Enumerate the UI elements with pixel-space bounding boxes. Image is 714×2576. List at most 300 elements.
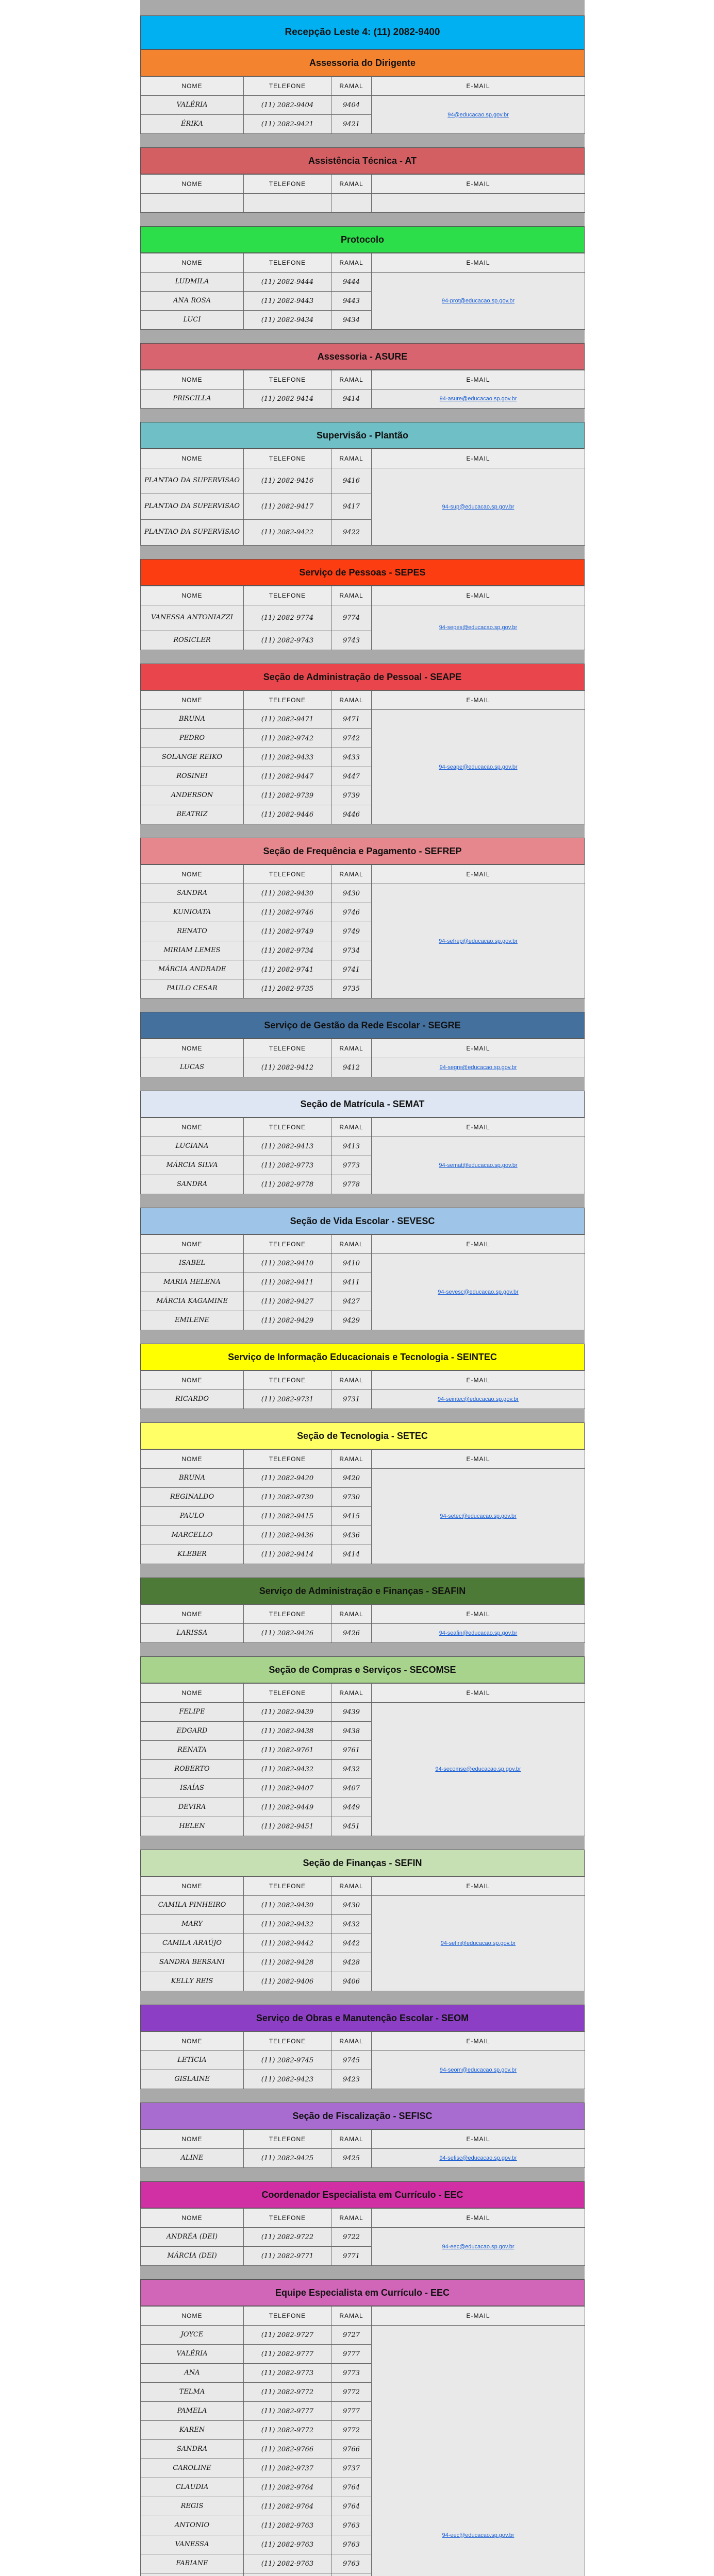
contact-table-sevesc [140, 1234, 585, 1330]
contact-table-protocolo [140, 253, 585, 330]
section-gap [140, 650, 585, 664]
table-header-row [141, 1605, 585, 1624]
col-email-header: E-MAIL [372, 449, 585, 468]
email-link[interactable]: 94-eec@educacao.sp.gov.br [442, 2532, 514, 2538]
contact-name: BRUNA [141, 1469, 244, 1488]
table-row [141, 1390, 585, 1409]
section-title-sefisc: Seção de Fiscalização - SEFISC [140, 2103, 585, 2129]
contact-name: ROSICLER [141, 631, 244, 650]
contact-extension: 9433 [331, 748, 372, 767]
contact-phone: (11) 2082-9746 [244, 903, 331, 922]
contact-name: ALINE [141, 2149, 244, 2168]
col-phone-header: TELEFONE [244, 586, 331, 605]
contact-extension: 9443 [331, 292, 372, 311]
contact-extension: 9772 [331, 2421, 372, 2440]
contact-name: DEVIRA [141, 1798, 244, 1817]
email-link[interactable]: 94-segre@educacao.sp.gov.br [439, 1064, 517, 1071]
section-title-sefrep: Seção de Frequência e Pagamento - SEFREP [140, 838, 585, 865]
section-gap [140, 1077, 585, 1091]
contact-phone: (11) 2082-9766 [244, 2440, 331, 2459]
contact-name: ANTONIO [141, 2516, 244, 2535]
col-name-header: NOME [141, 2307, 244, 2326]
contact-extension: 9410 [331, 1254, 372, 1273]
contact-name: LUCIANA [141, 1137, 244, 1156]
contact-extension: 9436 [331, 1526, 372, 1545]
contact-table-semat [140, 1117, 585, 1194]
contact-extension: 9425 [331, 2149, 372, 2168]
contact-name: PAMELA [141, 2402, 244, 2421]
email-cell [372, 710, 585, 824]
col-ext-header: RAMAL [331, 691, 372, 710]
email-link[interactable]: 94-seom@educacao.sp.gov.br [439, 2066, 517, 2073]
section-gap [140, 1194, 585, 1208]
contact-name: CAMILA ARAÚJO [141, 1934, 244, 1953]
contact-name: ÉRIKA [141, 115, 244, 134]
contact-extension: 9773 [331, 2364, 372, 2383]
contact-name: MÁRCIA ANDRADE [141, 960, 244, 979]
contact-phone: (11) 2082-9421 [244, 115, 331, 134]
contact-table-seom [140, 2031, 585, 2089]
col-email-header: E-MAIL [372, 586, 585, 605]
email-link[interactable]: 94-prot@educacao.sp.gov.br [441, 298, 515, 304]
contact-phone: (11) 2082-9439 [244, 1703, 331, 1722]
col-email-header: E-MAIL [372, 175, 585, 194]
contact-table-sefisc [140, 2129, 585, 2168]
email-link[interactable]: 94-sefin@educacao.sp.gov.br [440, 1940, 516, 1946]
table-header-row [141, 1684, 585, 1703]
email-cell [372, 1896, 585, 1991]
col-email-header: E-MAIL [372, 2307, 585, 2326]
contact-phone: (11) 2082-9471 [244, 710, 331, 729]
email-link[interactable]: 94-setec@educacao.sp.gov.br [440, 1513, 517, 1519]
email-link[interactable]: 94-semat@educacao.sp.gov.br [439, 1162, 518, 1168]
contact-phone: (11) 2082-9735 [244, 979, 331, 998]
section-gap [140, 409, 585, 422]
contact-name: LUCI [141, 311, 244, 330]
col-phone-header: TELEFONE [244, 865, 331, 884]
email-cell [372, 2149, 585, 2168]
contact-extension: 9471 [331, 710, 372, 729]
contact-extension: 9429 [331, 1311, 372, 1330]
table-row [141, 605, 585, 631]
contact-extension: 9734 [331, 941, 372, 960]
col-name-header: NOME [141, 865, 244, 884]
contact-extension: 9417 [331, 494, 372, 520]
col-phone-header: TELEFONE [244, 1039, 331, 1058]
contact-extension: 9427 [331, 1292, 372, 1311]
table-header-row [141, 449, 585, 468]
section-gap [140, 1564, 585, 1578]
contact-name: PLANTAO DA SUPERVISAO [141, 494, 244, 520]
col-email-header: E-MAIL [372, 691, 585, 710]
col-email-header: E-MAIL [372, 2209, 585, 2228]
contact-name: VALÉRIA [141, 96, 244, 115]
contact-phone: (11) 2082-9434 [244, 311, 331, 330]
table-header-row [141, 77, 585, 96]
contact-extension: 9722 [331, 2228, 372, 2247]
email-link[interactable]: 94-seape@educacao.sp.gov.br [439, 764, 518, 770]
contact-extension: 9439 [331, 1703, 372, 1722]
email-cell [372, 96, 585, 134]
email-cell [372, 2326, 585, 2576]
col-phone-header: TELEFONE [244, 1235, 331, 1254]
contact-table-setec [140, 1449, 585, 1564]
col-name-header: NOME [141, 2209, 244, 2228]
contact-phone: (11) 2082-9417 [244, 494, 331, 520]
section-title-segre: Serviço de Gestão da Rede Escolar - SEGRE [140, 1012, 585, 1039]
email-link[interactable]: 94-sevesc@educacao.sp.gov.br [438, 1289, 519, 1295]
table-header-row [141, 2130, 585, 2149]
contact-phone: (11) 2082-9428 [244, 1953, 331, 1972]
contact-phone: (11) 2082-9430 [244, 884, 331, 903]
contact-name: PAULO CESAR [141, 979, 244, 998]
table-row [141, 1058, 585, 1077]
contact-extension: 9432 [331, 1760, 372, 1779]
contact-name: ANA ROSA [141, 292, 244, 311]
contact-phone: (11) 2082-9438 [244, 1722, 331, 1741]
contact-name: MÁRCIA SILVA [141, 1156, 244, 1175]
contact-extension: 9743 [331, 631, 372, 650]
contact-name: MÁRCIA (DEI) [141, 2247, 244, 2266]
col-name-header: NOME [141, 1371, 244, 1390]
section-title-seintec: Serviço de Informação Educacionais e Tecnologia - SEINTEC [140, 1344, 585, 1370]
email-cell [372, 1137, 585, 1194]
contact-name: VALÉRIA [141, 2345, 244, 2364]
table-header-row [141, 370, 585, 389]
email-link[interactable]: 94-seintec@educacao.sp.gov.br [437, 1396, 519, 1402]
section-title-sefin: Seção de Finanças - SEFIN [140, 1850, 585, 1876]
contact-phone: (11) 2082-9432 [244, 1915, 331, 1934]
contact-phone: (11) 2082-9444 [244, 273, 331, 292]
contact-extension: 9773 [331, 1156, 372, 1175]
col-email-header: E-MAIL [372, 1371, 585, 1390]
contact-table-segre [140, 1039, 585, 1077]
contact-extension: 9447 [331, 767, 372, 786]
table-row [141, 2149, 585, 2168]
section-gap [140, 1409, 585, 1422]
contact-extension: 9731 [331, 1390, 372, 1409]
col-email-header: E-MAIL [372, 1450, 585, 1469]
contact-name: RENATA [141, 1741, 244, 1760]
section-title-seape: Seção de Administração de Pessoal - SEAPE [140, 664, 585, 690]
contact-extension: 9423 [331, 2070, 372, 2089]
contact-extension: 9451 [331, 1817, 372, 1836]
table-row [141, 273, 585, 292]
contact-name: FABIANE [141, 2554, 244, 2573]
contact-extension: 9774 [331, 605, 372, 631]
contact-extension: 9444 [331, 273, 372, 292]
contact-phone: (11) 2082-9777 [244, 2402, 331, 2421]
section-gap [140, 2168, 585, 2181]
col-name-header: NOME [141, 586, 244, 605]
contact-name: VANESSA [141, 2535, 244, 2554]
contact-phone [244, 2573, 331, 2576]
contact-phone: (11) 2082-9772 [244, 2421, 331, 2440]
section-title-at: Assistência Técnica - AT [140, 147, 585, 174]
contact-phone: (11) 2082-9407 [244, 1779, 331, 1798]
contact-name: GISLAINE [141, 2070, 244, 2089]
section-gap [140, 998, 585, 1012]
table-header-row [141, 2032, 585, 2051]
col-ext-header: RAMAL [331, 1235, 372, 1254]
contact-extension: 9411 [331, 1273, 372, 1292]
contact-table-secomse [140, 1683, 585, 1836]
contact-extension: 9422 [331, 520, 372, 546]
contact-phone: (11) 2082-9420 [244, 1469, 331, 1488]
contact-table-seintec [140, 1370, 585, 1409]
contact-phone: (11) 2082-9734 [244, 941, 331, 960]
contact-extension: 9778 [331, 1175, 372, 1194]
email-cell [372, 1703, 585, 1836]
table-row [141, 1137, 585, 1156]
contact-extension: 9421 [331, 115, 372, 134]
email-cell [372, 1469, 585, 1564]
contact-phone: (11) 2082-9727 [244, 2326, 331, 2345]
contact-phone: (11) 2082-9426 [244, 1624, 331, 1643]
contact-table-at [140, 174, 585, 213]
table-row [141, 194, 585, 213]
contact-phone: (11) 2082-9406 [244, 1972, 331, 1991]
contact-phone: (11) 2082-9722 [244, 2228, 331, 2247]
contact-extension: 9764 [331, 2478, 372, 2497]
contact-table-sepes [140, 586, 585, 650]
contact-extension: 9442 [331, 1934, 372, 1953]
contact-phone: (11) 2082-9449 [244, 1798, 331, 1817]
contact-phone: (11) 2082-9422 [244, 520, 331, 546]
col-ext-header: RAMAL [331, 1039, 372, 1058]
contact-phone: (11) 2082-9414 [244, 1545, 331, 1564]
col-ext-header: RAMAL [331, 175, 372, 194]
contact-extension: 9741 [331, 960, 372, 979]
contact-name: CAMILA PINHEIRO [141, 1896, 244, 1915]
col-phone-header: TELEFONE [244, 2209, 331, 2228]
col-email-header: E-MAIL [372, 370, 585, 389]
contact-name: ISAÍAS [141, 1779, 244, 1798]
contact-name: HELEN [141, 1817, 244, 1836]
contact-extension: 9763 [331, 2535, 372, 2554]
contact-name: PAULO [141, 1507, 244, 1526]
contact-extension: 9777 [331, 2402, 372, 2421]
col-name-header: NOME [141, 1235, 244, 1254]
contact-extension: 9406 [331, 1972, 372, 1991]
section-title-secomse: Seção de Compras e Serviços - SECOMSE [140, 1656, 585, 1683]
section-gap [140, 1643, 585, 1656]
contact-extension: 9761 [331, 1741, 372, 1760]
col-name-header: NOME [141, 370, 244, 389]
table-header-row [141, 691, 585, 710]
contact-name: MÁRCIA KAGAMINE [141, 1292, 244, 1311]
table-row [141, 710, 585, 729]
contact-name: MIRIAM LEMES [141, 941, 244, 960]
col-name-header: NOME [141, 1450, 244, 1469]
col-email-header: E-MAIL [372, 1877, 585, 1896]
contact-phone: (11) 2082-9447 [244, 767, 331, 786]
contact-phone: (11) 2082-9741 [244, 960, 331, 979]
contact-extension: 9777 [331, 2345, 372, 2364]
col-phone-header: TELEFONE [244, 2032, 331, 2051]
email-link[interactable]: 94-sefrep@educacao.sp.gov.br [439, 938, 518, 944]
contact-phone: (11) 2082-9739 [244, 786, 331, 805]
contact-name: ANDRÉA (DEI) [141, 2228, 244, 2247]
col-ext-header: RAMAL [331, 2209, 372, 2228]
contact-phone: (11) 2082-9436 [244, 1526, 331, 1545]
email-link[interactable]: 94-eec@educacao.sp.gov.br [442, 2243, 514, 2250]
contact-name: MARCELLO [141, 1526, 244, 1545]
email-link[interactable]: 94-sepes@educacao.sp.gov.br [439, 624, 518, 631]
contact-name: SOLANGE REIKO [141, 748, 244, 767]
section-gap [140, 330, 585, 343]
section-title-eec-team: Equipe Especialista em Currículo - EEC [140, 2279, 585, 2306]
contact-name: VANESSA ANTONIAZZI [141, 605, 244, 631]
email-link[interactable]: 94-asure@educacao.sp.gov.br [439, 396, 517, 402]
contact-phone: (11) 2082-9430 [244, 1896, 331, 1915]
col-ext-header: RAMAL [331, 2032, 372, 2051]
section-gap [140, 824, 585, 838]
email-link[interactable]: 94@educacao.sp.gov.br [447, 111, 509, 118]
table-row [141, 2228, 585, 2247]
contact-extension: 9735 [331, 979, 372, 998]
contact-phone: (11) 2082-9749 [244, 922, 331, 941]
contact-extension: 9430 [331, 884, 372, 903]
contact-name: EMILENE [141, 1311, 244, 1330]
contact-extension [331, 2573, 372, 2576]
col-ext-header: RAMAL [331, 449, 372, 468]
contact-name [141, 194, 244, 213]
contact-phone: (11) 2082-9730 [244, 1488, 331, 1507]
col-name-header: NOME [141, 1877, 244, 1896]
contact-phone: (11) 2082-9415 [244, 1507, 331, 1526]
contact-name: SANDRA [141, 2440, 244, 2459]
col-phone-header: TELEFONE [244, 77, 331, 96]
col-ext-header: RAMAL [331, 1450, 372, 1469]
contact-name: PLANTAO DA SUPERVISAO [141, 468, 244, 494]
section-title-semat: Seção de Matrícula - SEMAT [140, 1091, 585, 1117]
email-link[interactable]: 94-sefisc@educacao.sp.gov.br [439, 2155, 517, 2161]
section-title-asure: Assessoria - ASURE [140, 343, 585, 370]
col-ext-header: RAMAL [331, 1118, 372, 1137]
contact-name: EDGARD [141, 1722, 244, 1741]
contact-name: ROBERTO [141, 1760, 244, 1779]
table-header-row [141, 1450, 585, 1469]
contact-phone: (11) 2082-9778 [244, 1175, 331, 1194]
contact-name: CLAUDIA [141, 2478, 244, 2497]
col-ext-header: RAMAL [331, 370, 372, 389]
section-title-protocolo: Protocolo [140, 226, 585, 253]
contact-phone: (11) 2082-9761 [244, 1741, 331, 1760]
col-ext-header: RAMAL [331, 865, 372, 884]
contact-name: SANDRA [141, 1175, 244, 1194]
contact-name: FELIPE [141, 1703, 244, 1722]
contact-phone: (11) 2082-9443 [244, 292, 331, 311]
table-row [141, 1624, 585, 1643]
contact-name: PRISCILLA [141, 389, 244, 409]
contact-name: LETICIA [141, 2051, 244, 2070]
email-cell [372, 1390, 585, 1409]
table-row [141, 2051, 585, 2070]
contact-phone: (11) 2082-9763 [244, 2535, 331, 2554]
contact-name: BRUNA [141, 710, 244, 729]
table-header-row [141, 586, 585, 605]
top-gap [140, 0, 585, 15]
section-title-setec: Seção de Tecnologia - SETEC [140, 1422, 585, 1449]
contact-extension: 9415 [331, 1507, 372, 1526]
col-phone-header: TELEFONE [244, 1450, 331, 1469]
contact-phone: (11) 2082-9429 [244, 1311, 331, 1330]
contact-extension: 9730 [331, 1488, 372, 1507]
col-name-header: NOME [141, 691, 244, 710]
contact-name: LUDMILA [141, 273, 244, 292]
contact-name: MARIA HELENA [141, 1273, 244, 1292]
directory-sheet [140, 0, 585, 2576]
contact-phone: (11) 2082-9772 [244, 2383, 331, 2402]
col-ext-header: RAMAL [331, 2307, 372, 2326]
contact-name: PEDRO [141, 729, 244, 748]
section-title-eec-coord: Coordenador Especialista em Currículo - EEC [140, 2181, 585, 2208]
section-gap [140, 1991, 585, 2005]
section-title-plantao: Supervisão - Plantão [140, 422, 585, 449]
contact-name: ROSINEI [141, 767, 244, 786]
email-link[interactable]: 94-seafin@educacao.sp.gov.br [439, 1630, 518, 1636]
col-ext-header: RAMAL [331, 1371, 372, 1390]
table-row [141, 1469, 585, 1488]
col-phone-header: TELEFONE [244, 175, 331, 194]
contact-name: CAROLINE [141, 2459, 244, 2478]
email-link[interactable]: 94-sup@educacao.sp.gov.br [442, 503, 514, 510]
col-ext-header: RAMAL [331, 2130, 372, 2149]
contact-extension: 9432 [331, 1915, 372, 1934]
col-email-header: E-MAIL [372, 1118, 585, 1137]
contact-name: RICARDO [141, 1390, 244, 1409]
section-title-sevesc: Seção de Vida Escolar - SEVESC [140, 1208, 585, 1234]
section-gap [140, 546, 585, 559]
table-row [141, 2326, 585, 2345]
contact-phone: (11) 2082-9411 [244, 1273, 331, 1292]
contact-name: KELLY REIS [141, 1972, 244, 1991]
contact-phone: (11) 2082-9427 [244, 1292, 331, 1311]
contact-name: ANDERSON [141, 786, 244, 805]
table-row [141, 468, 585, 494]
contact-table-plantao [140, 449, 585, 546]
contact-name: PLANTAO DA SUPERVISAO [141, 520, 244, 546]
contact-extension: 9771 [331, 2247, 372, 2266]
table-header-row [141, 175, 585, 194]
contact-table-asure [140, 370, 585, 409]
contact-name: REGINALDO [141, 1488, 244, 1507]
section-gap [140, 2266, 585, 2279]
contact-name [141, 2573, 244, 2576]
table-row [141, 1703, 585, 1722]
table-header-row [141, 1371, 585, 1390]
table-header-row [141, 1235, 585, 1254]
contact-phone: (11) 2082-9414 [244, 389, 331, 409]
email-link[interactable]: 94-secomse@educacao.sp.gov.br [435, 1766, 521, 1772]
contact-extension: 9434 [331, 311, 372, 330]
contact-extension: 9745 [331, 2051, 372, 2070]
contact-phone: (11) 2082-9745 [244, 2051, 331, 2070]
contact-extension: 9766 [331, 2440, 372, 2459]
col-name-header: NOME [141, 77, 244, 96]
col-phone-header: TELEFONE [244, 2130, 331, 2149]
contact-table-sefin [140, 1876, 585, 1991]
table-header-row [141, 253, 585, 273]
contact-extension: 9438 [331, 1722, 372, 1741]
col-email-header: E-MAIL [372, 253, 585, 273]
contact-phone: (11) 2082-9442 [244, 1934, 331, 1953]
contact-phone: (11) 2082-9773 [244, 1156, 331, 1175]
col-name-header: NOME [141, 449, 244, 468]
contact-phone: (11) 2082-9404 [244, 96, 331, 115]
table-header-row [141, 2209, 585, 2228]
